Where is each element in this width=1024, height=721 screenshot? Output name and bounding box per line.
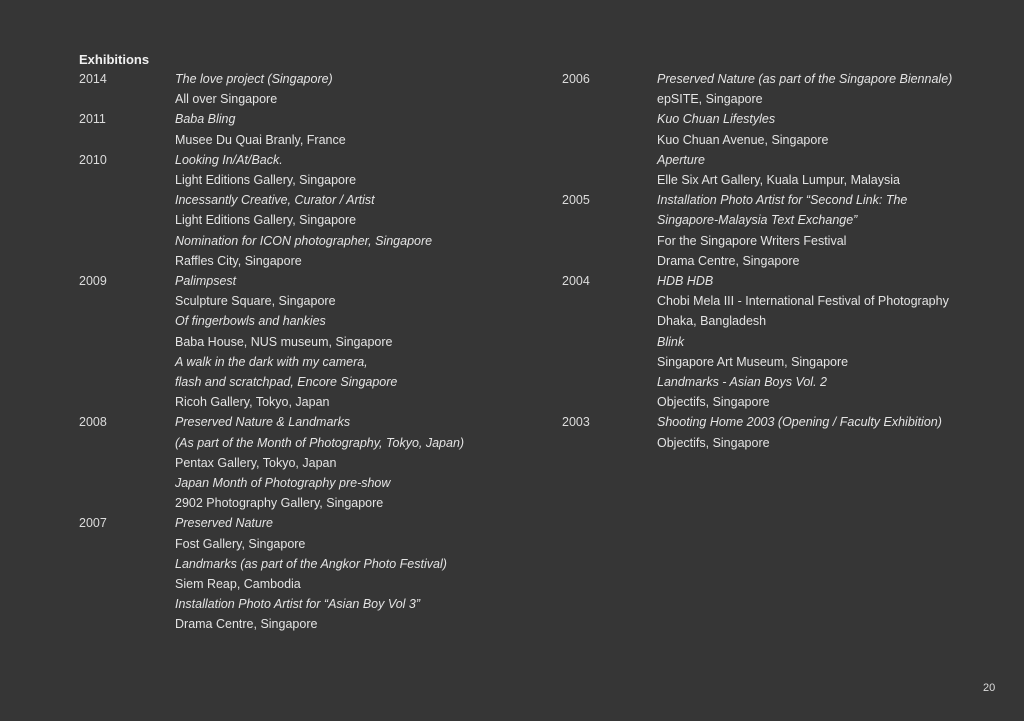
exhibition-venue: Musee Du Quai Branly, France: [175, 132, 346, 147]
year-label: 2010: [79, 152, 107, 167]
exhibition-venue: For the Singapore Writers Festival: [657, 233, 847, 248]
year-label: 2008: [79, 415, 107, 430]
exhibition-title: A walk in the dark with my camera,: [175, 354, 368, 369]
exhibition-title: Palimpsest: [175, 274, 237, 289]
exhibition-entries: [175, 150, 519, 271]
exhibition-venue: Singapore Art Museum, Singapore: [657, 354, 849, 369]
exhibitions-right-column: [562, 69, 992, 453]
year-group: [562, 190, 992, 271]
exhibition-venue: Pentax Gallery, Tokyo, Japan: [175, 455, 337, 470]
page-heading: Exhibitions: [79, 52, 150, 67]
exhibition-title: Incessantly Creative, Curator / Artist: [175, 193, 375, 208]
exhibition-title: flash and scratchpad, Encore Singapore: [175, 375, 398, 390]
exhibition-entries: [175, 109, 519, 149]
exhibition-venue: Sculpture Square, Singapore: [175, 294, 336, 309]
exhibition-venue: Objectifs, Singapore: [657, 435, 770, 450]
year-group: [79, 69, 519, 109]
exhibition-title: Singapore-Malaysia Text Exchange”: [657, 213, 858, 228]
exhibition-title: Aperture: [657, 152, 705, 167]
exhibition-entries: [657, 271, 992, 412]
year-group: [79, 412, 519, 513]
exhibition-title: Preserved Nature: [175, 516, 273, 531]
exhibition-venue: epSITE, Singapore: [657, 92, 763, 107]
exhibition-venue: 2902 Photography Gallery, Singapore: [175, 496, 384, 511]
year-group: [562, 271, 992, 412]
exhibition-entries: [175, 271, 519, 412]
exhibition-title: The love project (Singapore): [175, 72, 333, 86]
exhibition-title: Blink: [657, 334, 685, 349]
exhibition-venue: Drama Centre, Singapore: [657, 253, 800, 268]
year-label: 2011: [79, 112, 106, 127]
exhibition-venue: Raffles City, Singapore: [175, 253, 302, 268]
exhibition-venue: Light Editions Gallery, Singapore: [175, 173, 357, 188]
year-group: [79, 109, 519, 149]
exhibition-title: Installation Photo Artist for “Second Link: The: [657, 193, 908, 208]
exhibition-title: HDB HDB: [657, 274, 714, 289]
exhibition-entries: [657, 190, 992, 271]
exhibition-venue: Dhaka, Bangladesh: [657, 314, 767, 329]
year-group: [79, 513, 519, 634]
year-group: [79, 150, 519, 271]
exhibition-title: Shooting Home 2003 (Opening / Faculty Exhibition): [657, 415, 942, 430]
year-label: 2005: [562, 193, 590, 208]
year-label: 2009: [79, 274, 107, 289]
exhibition-venue: Kuo Chuan Avenue, Singapore: [657, 132, 829, 147]
year-label: 2014: [79, 72, 107, 86]
exhibition-venue: Light Editions Gallery, Singapore: [175, 213, 357, 228]
year-label: 2007: [79, 516, 107, 531]
exhibition-venue: Siem Reap, Cambodia: [175, 577, 301, 592]
exhibition-title: Preserved Nature & Landmarks: [175, 415, 351, 430]
exhibition-title: Japan Month of Photography pre-show: [175, 476, 391, 491]
exhibitions-left-column: [79, 69, 519, 635]
year-group: [562, 412, 992, 452]
year-label: 2003: [562, 415, 590, 430]
exhibition-title: Landmarks - Asian Boys Vol. 2: [657, 375, 827, 390]
page-number: 20: [983, 682, 996, 694]
exhibition-venue: Chobi Mela III - International Festival of Photography: [657, 294, 949, 309]
exhibition-venue: Baba House, NUS museum, Singapore: [175, 334, 393, 349]
exhibition-title: (As part of the Month of Photography, Tokyo, Japan): [175, 435, 465, 450]
exhibition-title: Landmarks (as part of the Angkor Photo Festival): [175, 556, 447, 571]
exhibition-title: Nomination for ICON photographer, Singapore: [175, 233, 433, 248]
year-group: [79, 271, 519, 412]
exhibition-title: Of fingerbowls and hankies: [175, 314, 326, 329]
exhibition-venue: All over Singapore: [175, 92, 278, 107]
exhibition-venue: Elle Six Art Gallery, Kuala Lumpur, Malaysia: [657, 173, 900, 188]
exhibition-title: Preserved Nature (as part of the Singapore Biennale): [657, 72, 953, 86]
exhibition-entries: [175, 412, 519, 513]
exhibition-entries: [175, 69, 519, 109]
exhibition-title: Kuo Chuan Lifestyles: [657, 112, 776, 127]
exhibition-venue: Objectifs, Singapore: [657, 395, 770, 410]
exhibition-title: Baba Bling: [175, 112, 236, 127]
year-label: 2004: [562, 274, 590, 289]
exhibition-venue: Ricoh Gallery, Tokyo, Japan: [175, 395, 330, 410]
exhibition-title: Installation Photo Artist for “Asian Boy Vol 3”: [175, 597, 421, 612]
exhibition-venue: Drama Centre, Singapore: [175, 617, 318, 632]
year-label: 2006: [562, 72, 590, 86]
exhibition-venue: Fost Gallery, Singapore: [175, 536, 306, 551]
exhibition-entries: [175, 513, 519, 634]
year-group: [562, 69, 992, 190]
exhibition-title: Looking In/At/Back.: [175, 152, 283, 167]
exhibition-entries: [657, 412, 992, 452]
exhibition-entries: [657, 69, 992, 190]
